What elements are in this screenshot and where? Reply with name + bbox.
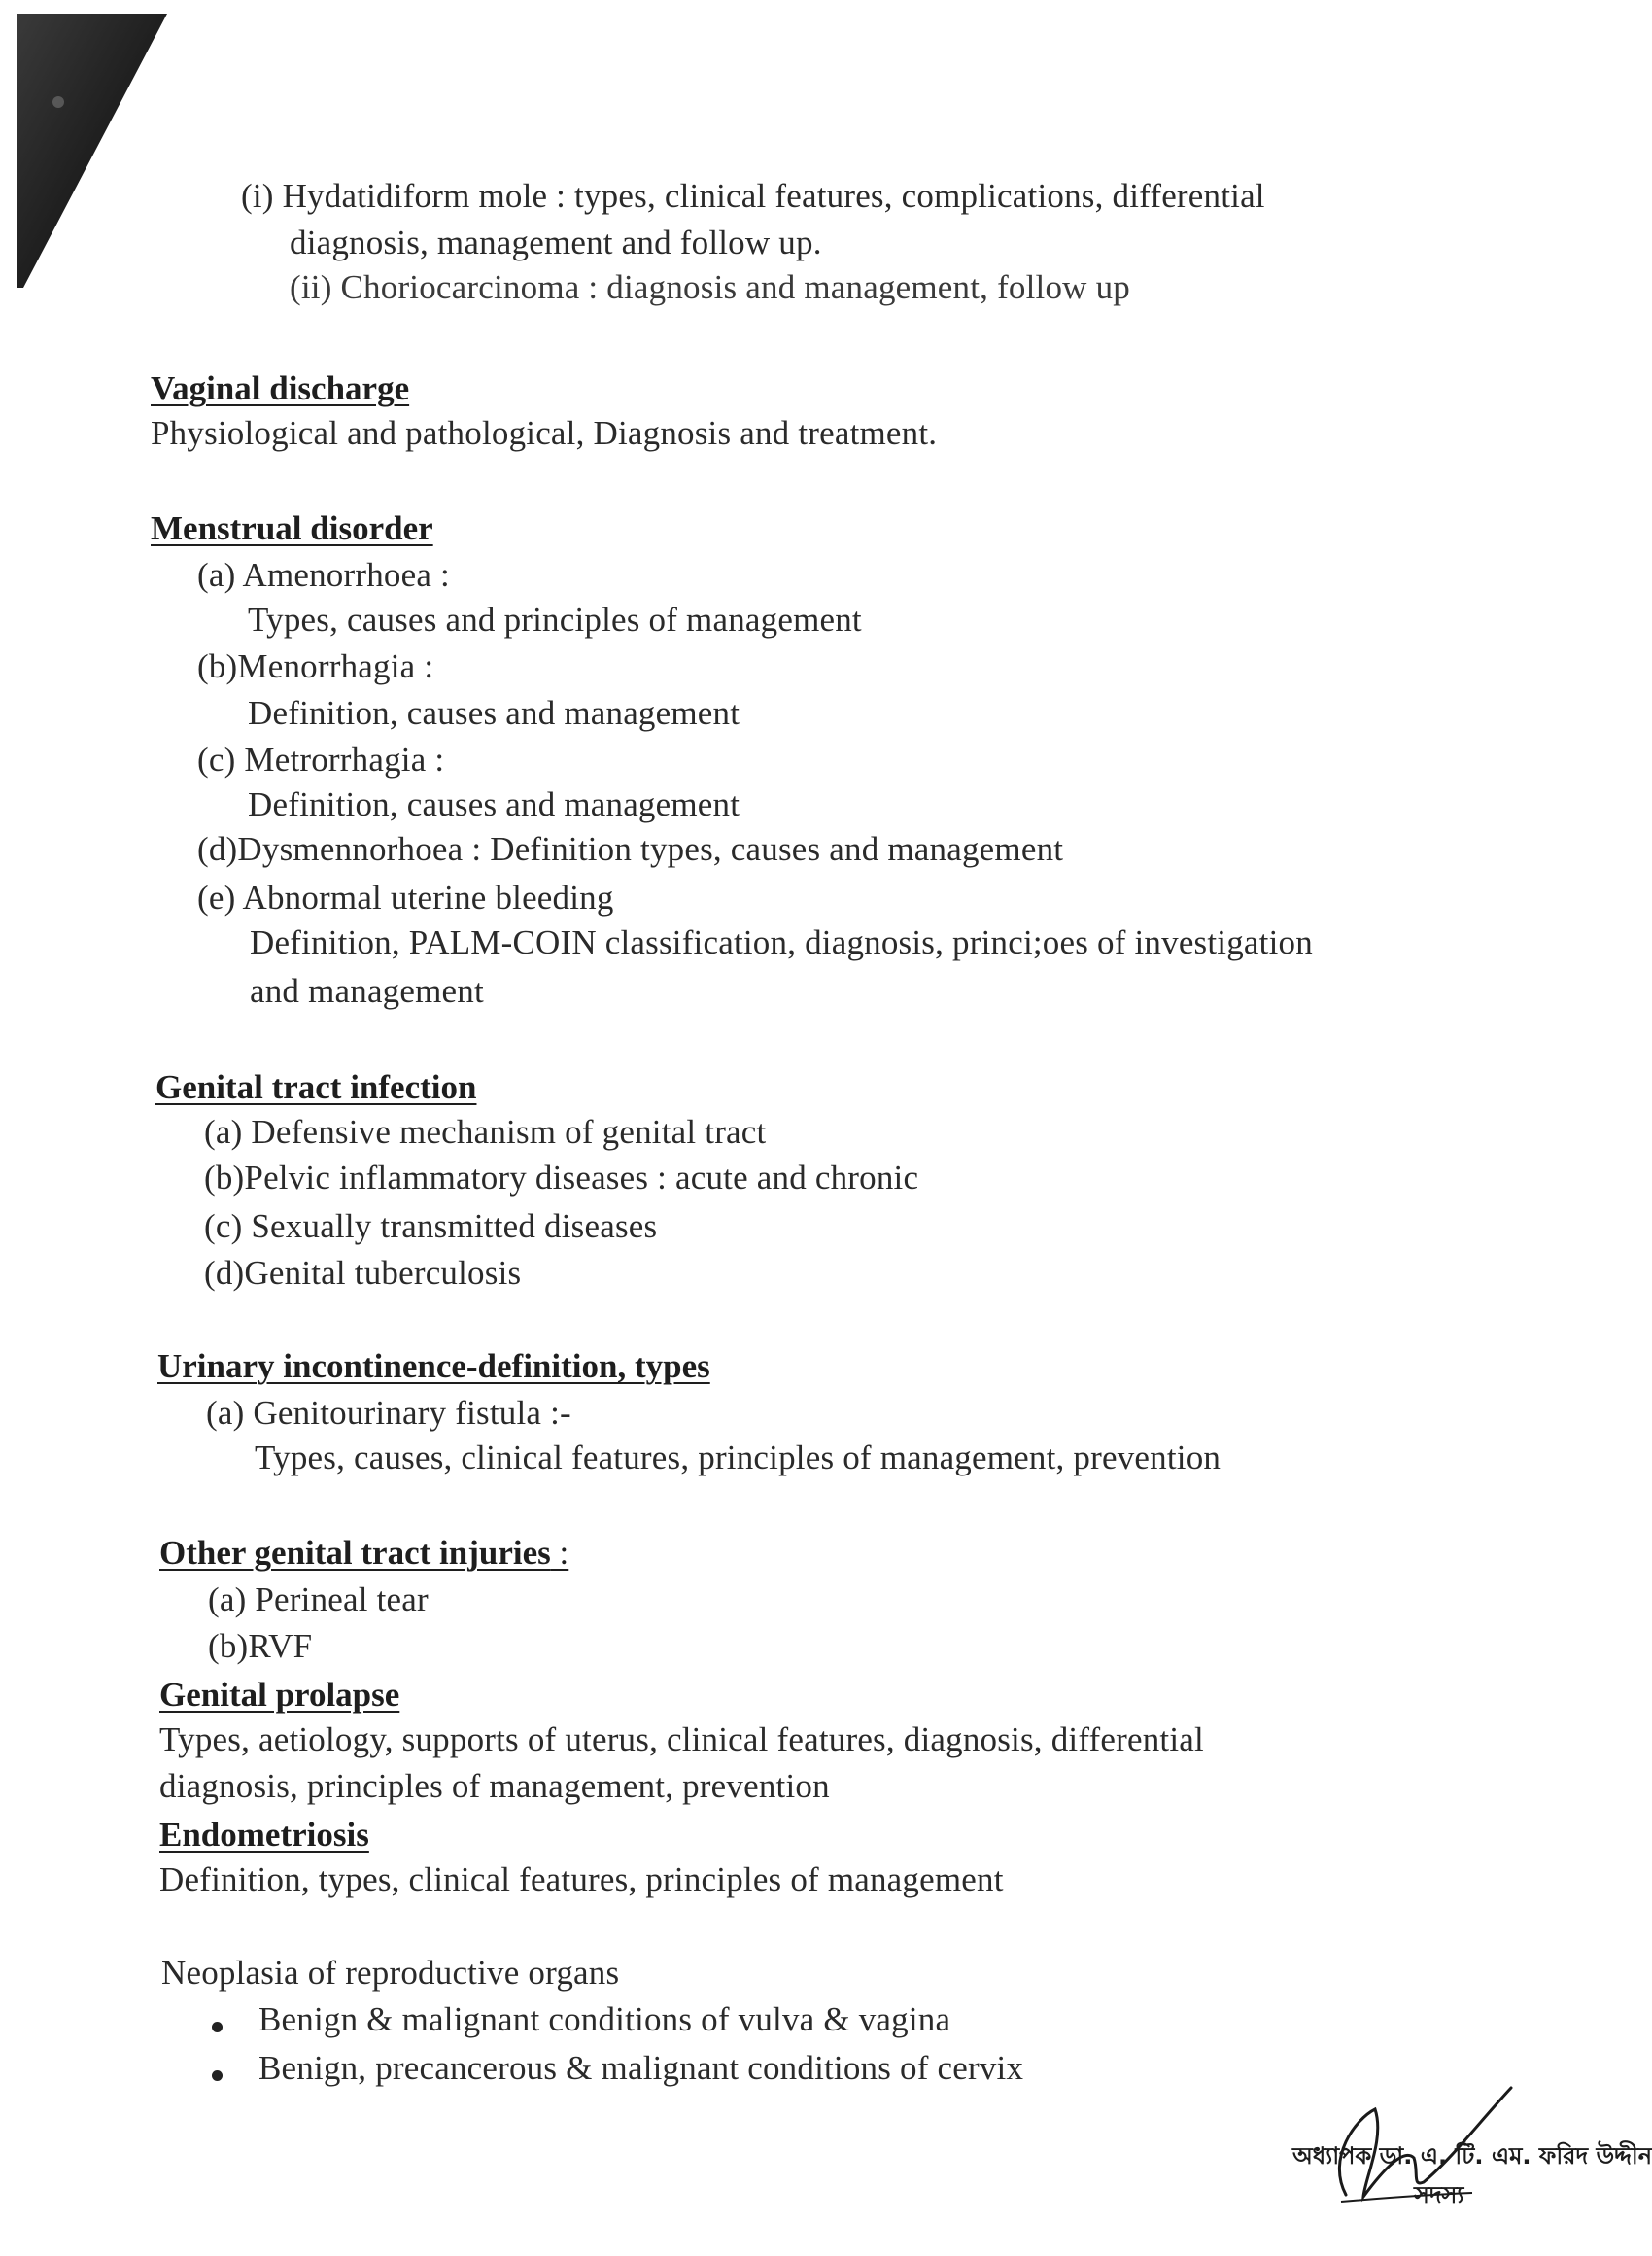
injury-item: (a) Perineal tear [208,1580,429,1618]
menstrual-c-title: (c) Metrorrhagia : [197,741,445,779]
menstrual-d-title: (d)Dysmennorhoea : Definition types, causes and management [197,830,1064,868]
menstrual-e-desc-2: and management [250,972,484,1010]
endometriosis-heading: Endometriosis [159,1816,369,1854]
menstrual-disorder-heading: Menstrual disorder [151,509,433,547]
menstrual-e-desc-1: Definition, PALM-COIN classification, diagnosis, princi;oes of investigation [250,923,1313,961]
intro-line-3: (ii) Choriocarcinoma : diagnosis and management, follow up [290,268,1130,306]
prolapse-line-1: Types, aetiology, supports of uterus, clinical features, diagnosis, differential [159,1720,1204,1758]
vaginal-discharge-text: Physiological and pathological, Diagnosis and treatment. [151,414,938,452]
infection-item: (b)Pelvic inflammatory diseases : acute and chronic [204,1159,919,1197]
intro-line-2: diagnosis, management and follow up. [290,224,822,261]
urinary-a-desc: Types, causes, clinical features, principles of management, prevention [255,1439,1222,1476]
menstrual-b-title: (b)Menorrhagia : [197,647,434,685]
urinary-a-title: (a) Genitourinary fistula :- [206,1394,571,1432]
injury-item: (b)RVF [208,1627,313,1665]
bullet-dot [212,2070,223,2081]
genital-tract-infection-heading: Genital tract infection [155,1068,477,1106]
prolapse-line-2: diagnosis, principles of management, prevention [159,1767,830,1805]
intro-line-1: (i) Hydatidiform mole : types, clinical features, complications, differential [241,177,1265,215]
infection-item: (d)Genital tuberculosis [204,1254,522,1292]
other-injuries-heading [159,1532,568,1575]
menstrual-c-desc: Definition, causes and management [248,785,740,823]
genital-prolapse-heading: Genital prolapse [159,1676,400,1714]
neoplasia-bullet: Benign & malignant conditions of vulva & vagina [258,2000,951,2038]
other-injuries-heading-suffix: : [550,1534,569,1572]
menstrual-e-title: (e) Abnormal uterine bleeding [197,879,614,917]
signatory-name: অধ্যাপক ডা. এ. টি. এম. ফরিদ উদ্দীন [1292,2142,1652,2169]
scan-corner-shadow [0,0,175,292]
infection-item: (c) Sexually transmitted diseases [204,1207,658,1245]
neoplasia-heading: Neoplasia of reproductive organs [161,1954,620,1992]
menstrual-a-title: (a) Amenorrhoea : [197,556,450,594]
urinary-incontinence-heading: Urinary incontinence-definition, types [157,1347,710,1385]
bullet-dot [212,2022,223,2032]
vaginal-discharge-heading: Vaginal discharge [151,369,410,407]
signatory-title: সদস্য [1414,2181,1464,2208]
infection-item: (a) Defensive mechanism of genital tract [204,1113,767,1151]
neoplasia-bullet: Benign, precancerous & malignant conditions of cervix [258,2049,1024,2087]
endometriosis-text: Definition, types, clinical features, principles of management [159,1860,1004,1898]
menstrual-b-desc: Definition, causes and management [248,694,740,732]
menstrual-a-desc: Types, causes and principles of management [248,601,862,639]
other-injuries-heading-text: Other genital tract injuries [159,1534,551,1572]
